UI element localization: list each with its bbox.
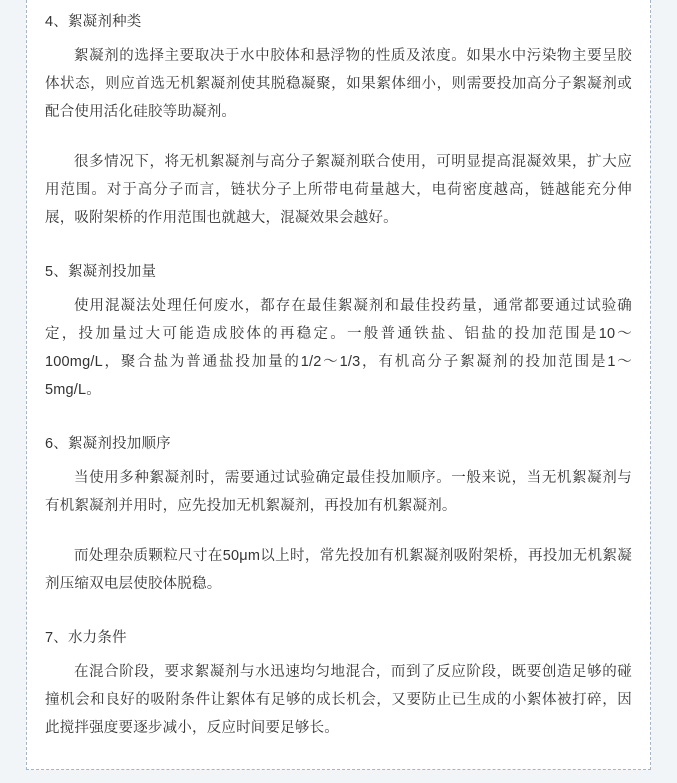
section-paragraph: 在混合阶段，要求絮凝剂与水迅速均匀地混合，而到了反应阶段，既要创造足够的碰撞机会和良好的吸附条件让絮体有足够的成长机会，又要防止已生成的小絮体被打碎，因此搅拌强度要逐步减小，反应时间要足够长。 (45, 664, 632, 736)
section-heading: 6、絮凝剂投加顺序 (45, 436, 171, 452)
section-heading: 4、絮凝剂种类 (45, 14, 142, 30)
section-paragraph: 使用混凝法处理任何废水，都存在最佳絮凝剂和最佳投药量，通常都要通过试验确定，投加量过大可能造成胶体的再稳定。一般普通铁盐、铝盐的投加范围是10～100mg/L，聚合盐为普通盐投加量的1/2～1/3，有机高分子絮凝剂的投加范围是1～5mg/L。 (45, 298, 632, 398)
section-flocculant-dosage (45, 258, 632, 404)
section-flocculant-types (45, 8, 632, 232)
section-paragraph: 而处理杂质颗粒尺寸在50μm以上时，常先投加有机絮凝剂吸附架桥，再投加无机絮凝剂压缩双电层使胶体脱稳。 (45, 548, 632, 592)
section-heading: 7、水力条件 (45, 630, 127, 646)
section-paragraph: 絮凝剂的选择主要取决于水中胶体和悬浮物的性质及浓度。如果水中污染物主要呈胶体状态，则应首选无机絮凝剂使其脱稳凝聚，如果絮体细小，则需要投加高分子絮凝剂或配合使用活化硅胶等助凝剂。 (45, 48, 632, 120)
spacer (45, 598, 632, 624)
spacer (45, 520, 632, 542)
spacer (45, 232, 632, 258)
section-paragraph: 很多情况下，将无机絮凝剂与高分子絮凝剂联合使用，可明显提高混凝效果，扩大应用范围。对于高分子而言，链状分子上所带电荷量越大，电荷密度越高，链越能充分伸展，吸附架桥的作用范围也就越大，混凝效果会越好。 (45, 154, 632, 226)
section-paragraph: 当使用多种絮凝剂时，需要通过试验确定最佳投加顺序。一般来说，当无机絮凝剂与有机絮凝剂并用时，应先投加无机絮凝剂，再投加有机絮凝剂。 (45, 470, 632, 514)
spacer (45, 404, 632, 430)
top-spacer (45, 0, 632, 8)
section-heading: 5、絮凝剂投加量 (45, 264, 157, 280)
document-paper (26, 0, 651, 770)
section-dosing-order (45, 430, 632, 598)
spacer (45, 126, 632, 148)
section-hydraulic-conditions (45, 624, 632, 742)
